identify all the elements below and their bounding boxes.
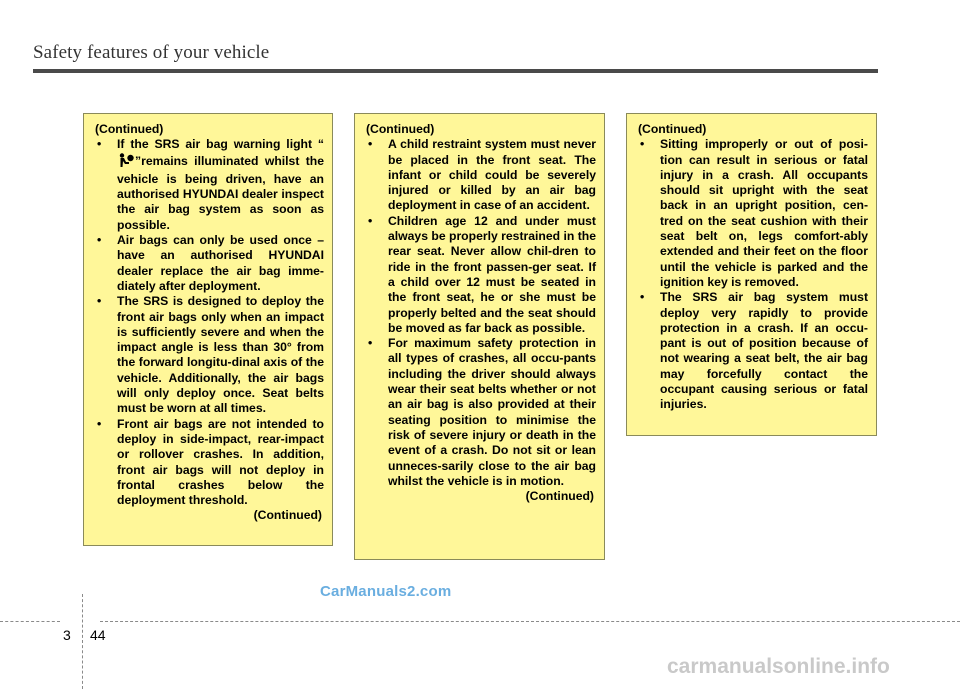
list-item: • The SRS air bag system must deploy very rapidly to provide protection in a crash. If an occu-pant is out of position because of not wearing a seat belt, the air bag may forcefully contact the occupant causing serious or fatal injuries. [638, 290, 868, 412]
continued-footer: (Continued) [525, 489, 594, 504]
continued-label: (Continued) [95, 122, 164, 136]
bullet-list [635, 137, 868, 412]
list-item: • Front air bags are not intended to deploy in side-impact, rear-impact or rollover crashes. In addition, front air bags will not deploy in frontal crashes below the deployment threshold. [95, 417, 324, 509]
list-item: • For maximum safety protection in all types of crashes, all occu-pants including the driver should always wear their seat belts whether or not an air bag is also provided at their seating position to minimise the risk of severe injury or death in the event of a crash. Do not sit or lean unneces-sarily close to the air bag whilst the vehicle is in motion. [366, 336, 596, 489]
list-item: • Air bags can only be used once – have an authorised HYUNDAI dealer replace the air bag imme-diately after deployment. [95, 233, 324, 294]
footer-rule-right [100, 621, 960, 622]
watermark-link[interactable]: CarManuals2.com [320, 583, 452, 600]
footer-rule-left [0, 621, 60, 622]
continued-label: (Continued) [638, 122, 707, 136]
list-item: • Children age 12 and under must always be properly restrained in the rear seat. Never allow chil-dren to ride in the front passen-ger seat. If a child over 12 must be seated in the front seat, he or she must be properly belted and the seat should be moved as far back as possible. [366, 214, 596, 336]
list-item: • A child restraint system must never be placed in the front seat. The infant or child could be severely injured or killed by an air bag deployment in case of an accident. [366, 137, 596, 213]
list-item: • The SRS is designed to deploy the front air bags only when an impact is sufficiently severe and when the impact angle is less than 30° from the forward longitu-dinal axis of the vehicle. Additionally, the air bags will only deploy once. Seat belts must be worn at all times. [95, 294, 324, 416]
page-header-title: Safety features of your vehicle [33, 42, 270, 63]
airbag-warning-icon [118, 153, 134, 172]
continued-footer: (Continued) [253, 508, 322, 523]
footer-divider [82, 594, 83, 689]
warning-box-3 [626, 113, 877, 436]
warning-box-1 [83, 113, 333, 546]
bullet-list [92, 137, 324, 508]
bullet-list [363, 137, 596, 489]
continued-label: (Continued) [366, 122, 435, 136]
warning-box-2 [354, 113, 605, 560]
list-item: • Sitting improperly or out of posi-tion can result in serious or fatal injury in a crash. All occupants should sit upright with the seat back in an upright position, cen-tred on the seat cushion with their seat belt on, legs comfort-ably extended and their feet on the floor until the vehicle is parked and the ignition key is removed. [638, 137, 868, 290]
site-watermark: carmanualsonline.info [667, 655, 890, 678]
section-number: 3 [63, 627, 71, 643]
header-rule [33, 69, 878, 73]
list-item: • If the SRS air bag warning light “”remains illuminated whilst the vehicle is being driven, have an authorised HYUNDAI dealer inspect the air bag system as soon as possible. [95, 137, 324, 233]
page-number: 44 [90, 627, 106, 643]
